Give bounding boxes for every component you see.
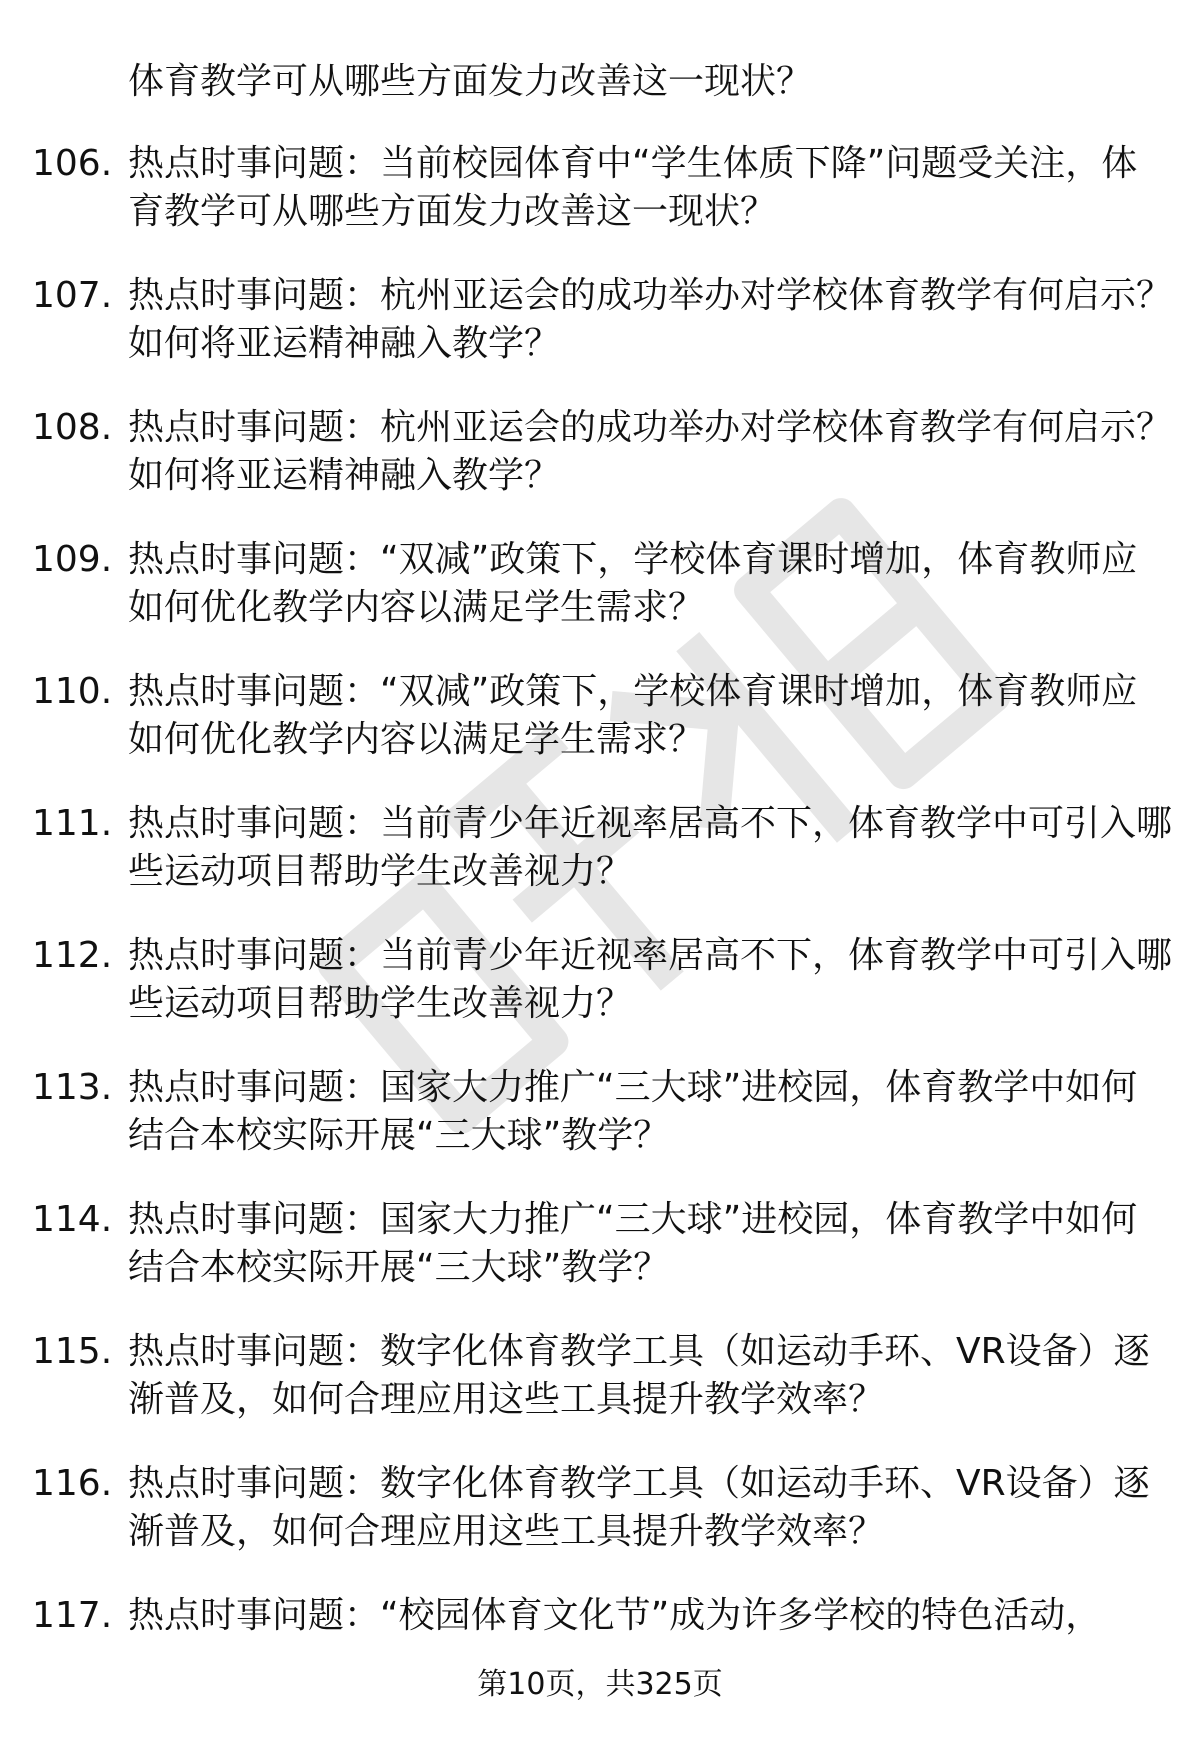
question-item — [0, 1186, 1200, 1318]
question-item — [0, 1318, 1200, 1450]
question-text: 热点时事问题：杭州亚运会的成功举办对学校体育教学有何启示？如何将亚运精神融入教学？ — [128, 275, 1173, 364]
question-number: 107. — [32, 275, 113, 316]
question-item — [0, 1054, 1200, 1186]
question-number: 117. — [32, 1595, 113, 1636]
question-number: 112. — [32, 935, 113, 976]
question-number: 109. — [32, 539, 113, 580]
question-item — [0, 394, 1200, 526]
question-text: 热点时事问题：国家大力推广“三大球”进校园，体育教学中如何结合本校实际开展“三大球”教学？ — [128, 1199, 1138, 1288]
question-item — [0, 130, 1200, 262]
question-text: 热点时事问题：当前校园体育中“学生体质下降”问题受关注，体育教学可从哪些方面发力改善这一现状？ — [128, 143, 1138, 232]
question-item — [0, 790, 1200, 922]
question-text: 热点时事问题：杭州亚运会的成功举办对学校体育教学有何启示？如何将亚运精神融入教学？ — [128, 407, 1173, 496]
question-text: 热点时事问题：当前青少年近视率居高不下，体育教学中可引入哪些运动项目帮助学生改善视力？ — [128, 803, 1173, 892]
question-number: 111. — [32, 803, 113, 844]
question-text: 热点时事问题：“双减”政策下，学校体育课时增加，体育教师应如何优化教学内容以满足学生需求？ — [128, 671, 1138, 760]
question-list — [0, 130, 1200, 1714]
question-number: 113. — [32, 1067, 113, 1108]
page-number-footer: 第10页，共325页 — [477, 1667, 723, 1702]
question-text: 热点时事问题：“校园体育文化节”成为许多学校的特色活动， — [128, 1595, 1102, 1636]
question-text: 热点时事问题：“双减”政策下，学校体育课时增加，体育教师应如何优化教学内容以满足学生需求？ — [128, 539, 1138, 628]
question-text: 热点时事问题：数字化体育教学工具（如运动手环、VR设备）逐渐普及，如何合理应用这些工具提升教学效率？ — [128, 1331, 1150, 1420]
question-text: 热点时事问题：国家大力推广“三大球”进校园，体育教学中如何结合本校实际开展“三大球”教学？ — [128, 1067, 1138, 1156]
question-item — [0, 262, 1200, 394]
question-item — [0, 526, 1200, 658]
question-number: 108. — [32, 407, 113, 448]
question-number: 110. — [32, 671, 113, 712]
question-number: 116. — [32, 1463, 113, 1504]
question-text: 热点时事问题：当前青少年近视率居高不下，体育教学中可引入哪些运动项目帮助学生改善视力？ — [128, 935, 1173, 1024]
question-number: 115. — [32, 1331, 113, 1372]
question-item — [0, 658, 1200, 790]
question-item — [0, 1450, 1200, 1582]
question-text: 热点时事问题：数字化体育教学工具（如运动手环、VR设备）逐渐普及，如何合理应用这些工具提升教学效率？ — [128, 1463, 1150, 1552]
continuation-text: 体育教学可从哪些方面发力改善这一现状？ — [128, 61, 813, 102]
question-number: 106. — [32, 143, 113, 184]
question-number: 114. — [32, 1199, 113, 1240]
question-item — [0, 922, 1200, 1054]
